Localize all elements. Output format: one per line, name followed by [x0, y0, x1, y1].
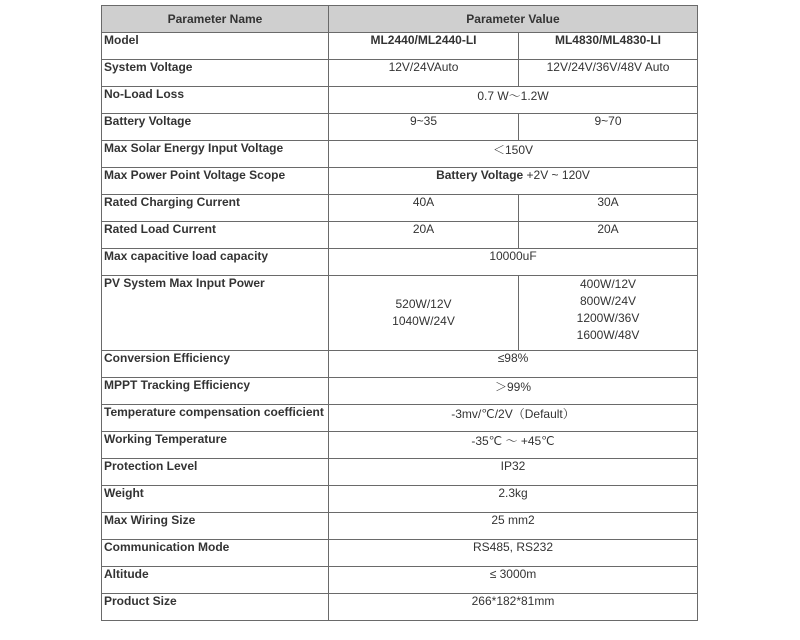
param-value: 20A [329, 222, 519, 249]
param-value: IP32 [329, 459, 698, 486]
param-value-bold: Battery Voltage [436, 168, 524, 182]
table-row-no-load-loss [102, 87, 698, 114]
param-value: -35℃ ～ +45℃ [329, 432, 698, 459]
param-value: 12V/24V/36V/48V Auto [519, 60, 698, 87]
param-name: PV System Max Input Power [102, 276, 329, 351]
table-row-weight [102, 486, 698, 513]
param-value: 266*182*81mm [329, 594, 698, 621]
table-row-rated-load [102, 222, 698, 249]
param-name: Temperature compensation coefficient [102, 405, 329, 432]
table-row-communication [102, 540, 698, 567]
param-value: 10000uF [329, 249, 698, 276]
param-value: 2.3kg [329, 486, 698, 513]
param-value: RS485, RS232 [329, 540, 698, 567]
param-name: Communication Mode [102, 540, 329, 567]
param-value: 12V/24VAuto [329, 60, 519, 87]
table-row-battery-voltage [102, 114, 698, 141]
param-name: Rated Load Current [102, 222, 329, 249]
param-name: Weight [102, 486, 329, 513]
param-value: 40A [329, 195, 519, 222]
table-row-product-size [102, 594, 698, 621]
param-name: Conversion Efficiency [102, 351, 329, 378]
value-line: 520W/12V [395, 297, 452, 311]
table-row-max-capacitive [102, 249, 698, 276]
param-name: Model [102, 33, 329, 60]
header-row [102, 6, 698, 33]
param-value [329, 168, 698, 195]
param-name: Max Power Point Voltage Scope [102, 168, 329, 195]
param-name: Max Wiring Size [102, 513, 329, 540]
header-parameter-value: Parameter Value [329, 6, 698, 33]
value-line: 1600W/48V [576, 328, 640, 342]
param-value: 25 mm2 [329, 513, 698, 540]
param-value: ≤98% [329, 351, 698, 378]
param-name: No-Load Loss [102, 87, 329, 114]
spec-table [101, 5, 698, 621]
param-value: ＜150V [329, 141, 698, 168]
param-name: Max Solar Energy Input Voltage [102, 141, 329, 168]
value-line: 800W/24V [579, 294, 637, 308]
table-row-temp-coeff [102, 405, 698, 432]
param-name: Max capacitive load capacity [102, 249, 329, 276]
param-name: MPPT Tracking Efficiency [102, 378, 329, 405]
table-row-altitude [102, 567, 698, 594]
param-value: 9~70 [519, 114, 698, 141]
param-value [519, 276, 698, 351]
table-row-mppt-eff [102, 378, 698, 405]
param-value [329, 276, 519, 351]
param-value: ＞99% [329, 378, 698, 405]
param-name: Altitude [102, 567, 329, 594]
table-row-pv-power [102, 276, 698, 351]
param-value: ≤ 3000m [329, 567, 698, 594]
value-line: 1040W/24V [392, 314, 455, 328]
param-value: 30A [519, 195, 698, 222]
table-row-model [102, 33, 698, 60]
table-row-mppt-scope [102, 168, 698, 195]
table-row-system-voltage [102, 60, 698, 87]
param-name: Protection Level [102, 459, 329, 486]
param-value: ML4830/ML4830-LI [519, 33, 698, 60]
param-value: 20A [519, 222, 698, 249]
value-line: 400W/12V [579, 277, 637, 291]
param-name: System Voltage [102, 60, 329, 87]
param-name: Working Temperature [102, 432, 329, 459]
param-value: ML2440/ML2440-LI [329, 33, 519, 60]
param-value: 0.7 W～1.2W [329, 87, 698, 114]
table-row-working-temp [102, 432, 698, 459]
param-value: 9~35 [329, 114, 519, 141]
table-row-wiring [102, 513, 698, 540]
param-value: -3mv/℃/2V（Default） [329, 405, 698, 432]
table-row-max-solar-input [102, 141, 698, 168]
param-name: Product Size [102, 594, 329, 621]
table-row-conversion-eff [102, 351, 698, 378]
table-row-protection [102, 459, 698, 486]
header-parameter-name: Parameter Name [102, 6, 329, 33]
param-value-rest: +2V ~ 120V [523, 168, 590, 182]
param-name: Rated Charging Current [102, 195, 329, 222]
table-row-rated-charging [102, 195, 698, 222]
param-name: Battery Voltage [102, 114, 329, 141]
value-line: 1200W/36V [576, 311, 640, 325]
